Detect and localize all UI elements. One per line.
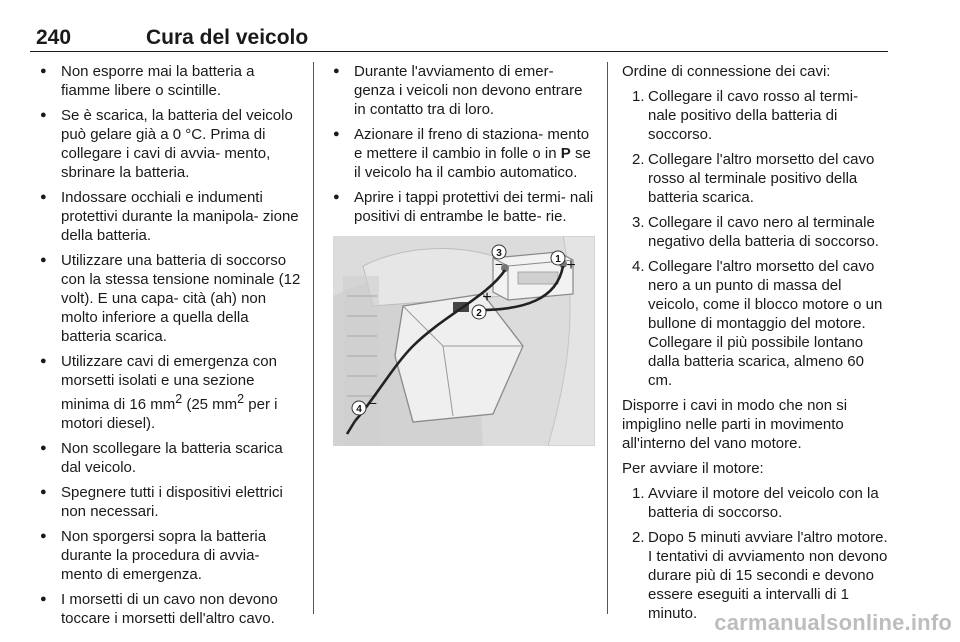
column-left — [40, 62, 302, 634]
list-item: ● Non esporre mai la batteria a fiamme libere o scintille. — [40, 62, 302, 100]
step-number: 2. — [632, 151, 645, 168]
start-steps — [622, 484, 888, 623]
header-rule — [30, 51, 888, 53]
step-number: 1. — [632, 485, 645, 502]
step-item — [622, 87, 888, 144]
list-item: ● Indossare occhiali e indumenti protettivi durante la manipola- zione della batteria. — [40, 188, 302, 245]
start-heading: Per avviare il motore: — [622, 460, 764, 477]
list-item: ● Utilizzare una batteria di soccorso con la stessa tensione nominale (12 volt). E una capa- cità (ah) non molto inferiore a quella della batteria scarica. — [40, 251, 302, 346]
minus-sign-3: − — [494, 256, 504, 272]
step-item — [622, 257, 888, 390]
cable-section-text-end: per i motori diesel). — [61, 396, 278, 432]
step-number: 3. — [632, 214, 645, 231]
step-text: Avviare il motore del veicolo con la batteria di soccorso. — [648, 485, 879, 521]
label-4: 4 — [356, 404, 362, 415]
superscript-2: 2 — [237, 392, 245, 406]
step-number: 4. — [632, 258, 645, 275]
step-text: Collegare il cavo nero al terminale negativo della batteria di soccorso. — [648, 214, 879, 250]
page-number: 240 — [36, 26, 72, 49]
list-item: ● Non scollegare la batteria scarica dal veicolo. — [40, 439, 302, 477]
column-divider-2 — [607, 62, 608, 614]
superscript-2: 2 — [175, 392, 183, 406]
label-3: 3 — [496, 248, 502, 259]
list-item: ● Spegnere tutti i dispositivi elettrici non necessari. — [40, 483, 302, 521]
gear-p-label: P — [560, 145, 571, 162]
minus-sign-4: − — [368, 395, 378, 411]
list-item: ● Se è scarica, la batteria del veicolo può gelare già a 0 °C. Prima di collegare i cavi di avvia- mento, sbrinare la batteria. — [40, 106, 302, 182]
label-2: 2 — [476, 308, 482, 319]
page-header — [30, 20, 888, 52]
list-item-parking-brake — [333, 125, 595, 182]
list-item: ● Aprire i tappi protettivi dei termi- nali positivi di entrambe le batte- rie. — [333, 188, 595, 226]
step-item — [622, 528, 888, 623]
chapter-title: Cura del veicolo — [146, 26, 309, 49]
safety-list — [40, 62, 302, 628]
label-1: 1 — [555, 254, 561, 265]
brake-text-start: Azionare il freno di staziona- mento e mettere il cambio in folle o in — [354, 126, 590, 162]
connection-heading: Ordine di connessione dei cavi: — [622, 63, 831, 80]
step-number: 2. — [632, 529, 645, 546]
list-item: ● Durante l'avviamento di emer- genza i veicoli non devono entrare in contatto tra di loro. — [333, 62, 595, 119]
column-right — [622, 62, 888, 629]
list-item: ● Non sporgersi sopra la batteria durante la procedura di avvia- mento di emergenza. — [40, 527, 302, 584]
column-divider-1 — [313, 62, 314, 614]
connection-steps — [622, 87, 888, 390]
cable-routing-paragraph: Disporre i cavi in modo che non si impiglino nelle parti in movimento all'interno del vano motore. — [622, 397, 848, 452]
step-item — [622, 213, 888, 251]
step-text: Dopo 5 minuti avviare l'altro motore. I tentativi di avviamento non devono durare più di 15 secondi e devono essere eseguiti a intervalli di 1 minuto. — [648, 529, 888, 622]
procedure-list — [333, 62, 595, 226]
plus-sign-2: + — [482, 289, 492, 306]
cable-section-text-middle: (25 mm — [182, 396, 238, 413]
cable-section-text-start: Utilizzare cavi di emergenza con morsetti isolati e una sezione minima di 16 mm — [61, 353, 277, 413]
step-text: Collegare l'altro morsetto del cavo nero a un punto di massa del veicolo, come il blocco motore o un bullone di montaggio del motore. Collegare il più possibile lontano dalla batteria scarica, almeno 60 cm. — [648, 258, 883, 389]
engine-bay-drawing — [333, 236, 595, 446]
list-item-cable-section — [40, 352, 302, 433]
step-number: 1. — [632, 88, 645, 105]
step-item — [622, 484, 888, 522]
step-text: Collegare il cavo rosso al termi- nale positivo della batteria di soccorso. — [648, 88, 859, 143]
list-item: ● I morsetti di un cavo non devono toccare i morsetti dell'altro cavo. — [40, 590, 302, 628]
column-middle — [333, 62, 595, 446]
watermark: carmanualsonline.info — [714, 610, 952, 635]
plus-sign-1: + — [566, 257, 576, 274]
step-text: Collegare l'altro morsetto del cavo rosso al terminale positivo della batteria scarica. — [648, 151, 875, 206]
jump-start-illustration — [333, 236, 595, 446]
step-item — [622, 150, 888, 207]
brake-text-end: se il veicolo ha il cambio automatico. — [354, 145, 591, 181]
